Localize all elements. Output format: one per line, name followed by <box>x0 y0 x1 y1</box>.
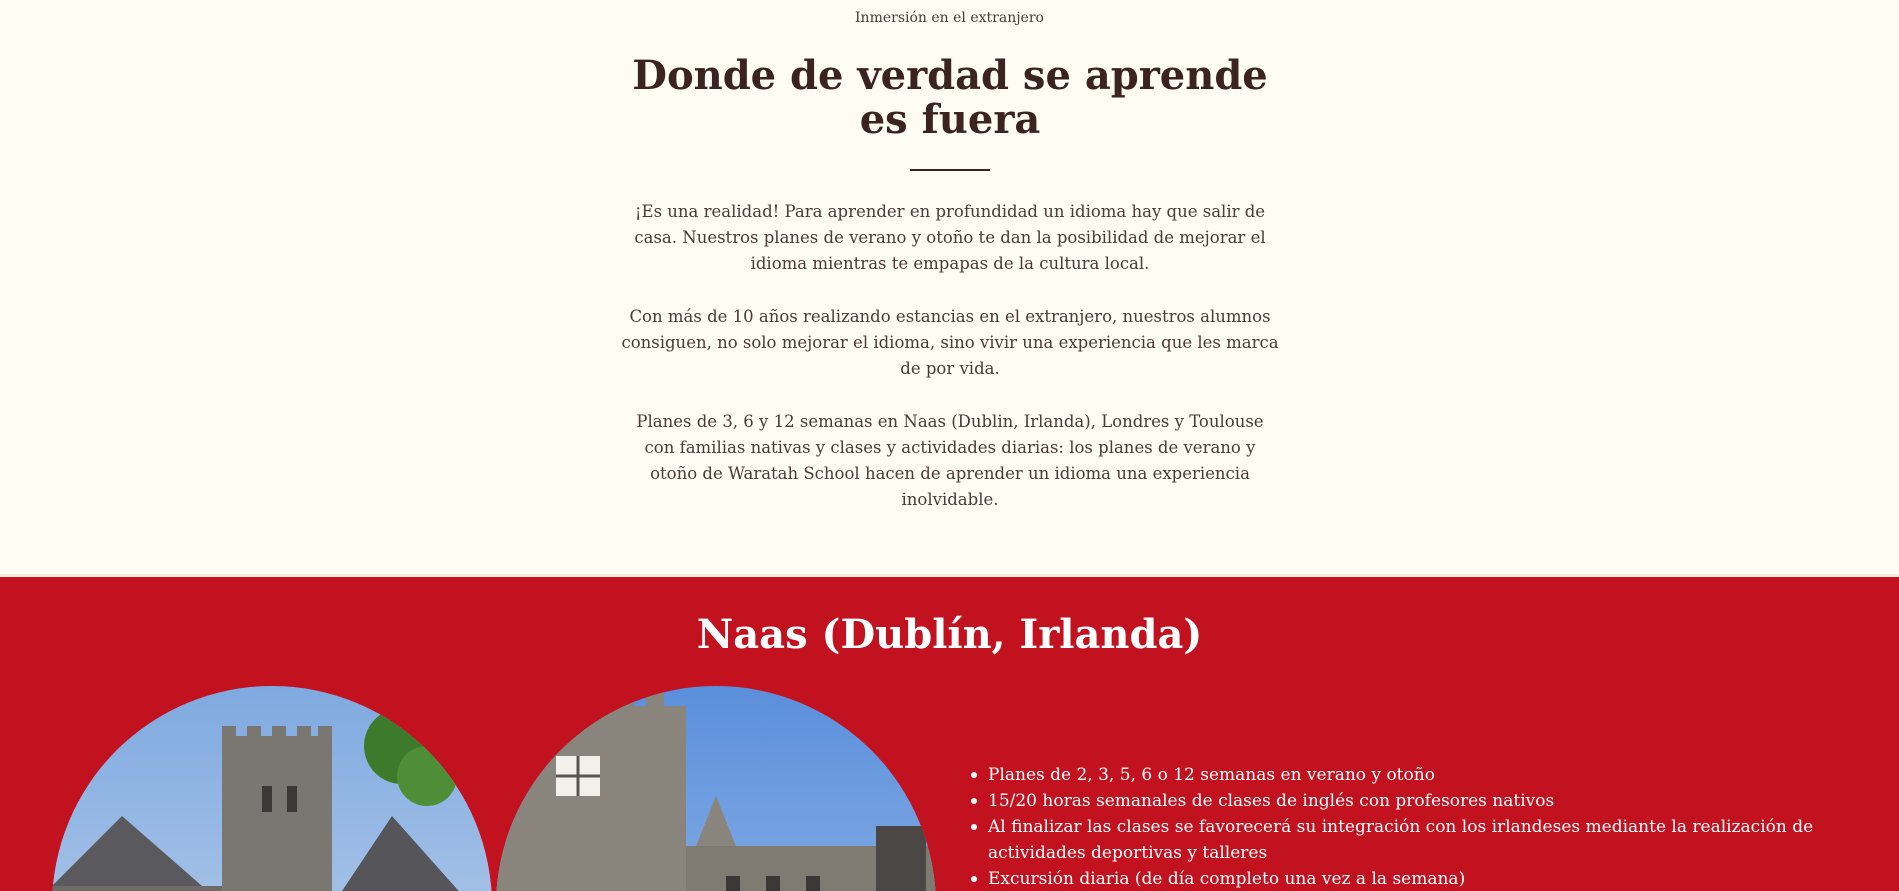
destination-title: Naas (Dublín, Irlanda) <box>696 611 1203 658</box>
intro-paragraph: Planes de 3, 6 y 12 semanas en Naas (Dublin, Irlanda), Londres y Toulouse con familias nativas y clases y actividades diarias: los planes de verano y otoño de Waratah School hacen de aprender un idioma una experiencia inolvidable. <box>636 412 1264 509</box>
title-divider <box>910 169 990 171</box>
features-list <box>988 762 1848 891</box>
list-item: Excursión diaria (de día completo una vez a la semana) <box>988 866 1848 891</box>
section-eyebrow: Inmersión en el extranjero <box>855 10 1044 26</box>
destination-section <box>0 577 1899 891</box>
church-photo <box>52 686 492 891</box>
list-item: 15/20 horas semanales de clases de inglés con profesores nativos <box>988 788 1848 814</box>
intro-paragraph: Con más de 10 años realizando estancias en el extranjero, nuestros alumnos consiguen, no solo mejorar el idioma, sino vivir una experiencia que les marca de por vida. <box>621 307 1279 378</box>
list-item: Al finalizar las clases se favorecerá su integración con los irlandeses mediante la realización de actividades deportivas y talleres <box>988 814 1848 866</box>
castle-photo <box>496 686 936 891</box>
intro-paragraph: ¡Es una realidad! Para aprender en profundidad un idioma hay que salir de casa. Nuestros planes de verano y otoño te dan la posibilidad de mejorar el idioma mientras te empapas de la cultura local. <box>634 202 1266 273</box>
list-item: Planes de 2, 3, 5, 6 o 12 semanas en verano y otoño <box>988 762 1848 788</box>
page-title: Donde de verdad se aprende es fuera <box>632 52 1268 143</box>
